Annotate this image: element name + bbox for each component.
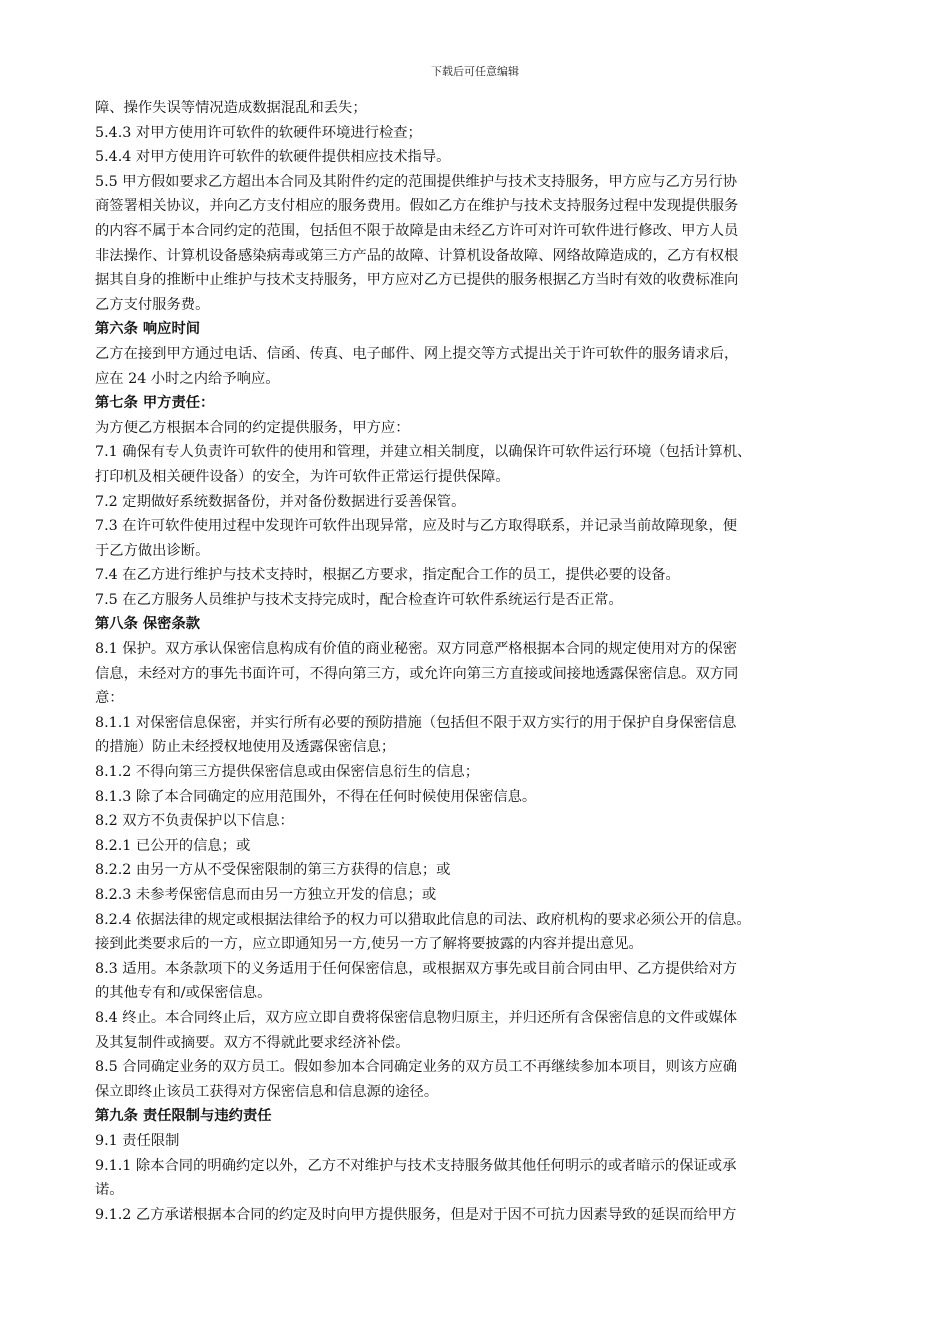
section-heading: 第七条 甲方责任： bbox=[95, 395, 215, 412]
text-line: 据其自身的推断中止维护与技术支持服务，甲方应对乙方已提供的服务根据乙方当时有效的收费标准向 bbox=[95, 272, 739, 289]
text-line: 障、操作失误等情况造成数据混乱和丢失； bbox=[95, 100, 367, 116]
text-line: 8.2.2 由另一方从不受保密限制的第三方获得的信息；或 bbox=[95, 862, 451, 879]
text-line: 8.1 保护。双方承认保密信息构成有价值的商业秘密。双方同意严格根据本合同的规定使用对方的保密 bbox=[95, 641, 738, 658]
text-line: 8.2.3 未参考保密信息而由另一方独立开发的信息；或 bbox=[95, 887, 437, 903]
text-line: 5.4.3 对甲方使用许可软件的软硬件环境进行检查； bbox=[95, 124, 422, 141]
text-line: 9.1.1 除本合同的明确约定以外，乙方不对维护与技术支持服务做其他任何明示的或者暗示的保证或承 bbox=[95, 1157, 737, 1174]
text-line: 8.1.3 除了本合同确定的应用范围外，不得在任何时候使用保密信息。 bbox=[95, 788, 537, 805]
text-line: 8.4 终止。本合同终止后，双方应立即自费将保密信息物归原主，并归还所有含保密信息的文件或媒体 bbox=[95, 1009, 738, 1026]
text-line: 乙方在接到甲方通过电话、信函、传真、电子邮件、网上提交等方式提出关于许可软件的服务请求后， bbox=[95, 345, 739, 362]
text-line: 应在 24 小时之内给予响应。 bbox=[95, 370, 280, 387]
text-line: 8.1.1 对保密信息保密，并实行所有必要的预防措施（包括但不限于双方实行的用于保护自身保密信息 bbox=[95, 714, 737, 731]
text-line: 7.5 在乙方服务人员维护与技术支持完成时，配合检查许可软件系统运行是否正常。 bbox=[95, 591, 623, 608]
section-heading: 第六条 响应时间 bbox=[95, 321, 201, 338]
text-line: 7.3 在许可软件使用过程中发现许可软件出现异常，应及时与乙方取得联系，并记录当前故障现象，便 bbox=[95, 518, 738, 535]
text-line: 诺。 bbox=[95, 1182, 124, 1199]
text-line: 8.2.4 依据法律的规定或根据法律给予的权力可以猎取此信息的司法、政府机构的要求必须公开的信息。 bbox=[95, 911, 751, 928]
text-line: 8.3 适用。本条款项下的义务适用于任何保密信息，或根据双方事先或目前合同由甲、乙方提供给对方 bbox=[95, 960, 738, 977]
text-line: 信息，未经对方的事先书面许可，不得向第三方，或允许向第三方直接或间接地透露保密信息。双方同 bbox=[95, 665, 739, 682]
text-line: 于乙方做出诊断。 bbox=[95, 542, 210, 559]
contract-body bbox=[95, 96, 865, 1227]
text-line: 保立即终止该员工获得对方保密信息和信息源的途径。 bbox=[95, 1083, 439, 1100]
text-line: 5.5 甲方假如要求乙方超出本合同及其附件约定的范围提供维护与技术支持服务，甲方应与乙方另行协 bbox=[95, 173, 738, 190]
text-line: 9.1.2 乙方承诺根据本合同的约定及时向甲方提供服务，但是对于因不可抗力因素导致的延误而给甲方 bbox=[95, 1206, 737, 1223]
text-line: 打印机及相关硬件设备）的安全，为许可软件正常运行提供保障。 bbox=[95, 468, 510, 485]
text-line: 的内容不属于本合同约定的范围，包括但不限于故障是由未经乙方许可对许可软件进行修改、甲方人员 bbox=[95, 222, 739, 239]
text-line: 8.1.2 不得向第三方提供保密信息或由保密信息衍生的信息； bbox=[95, 764, 480, 781]
section-heading: 第八条 保密条款 bbox=[95, 616, 201, 633]
text-line: 7.4 在乙方进行维护与技术支持时，根据乙方要求，指定配合工作的员工，提供必要的设备。 bbox=[95, 567, 680, 584]
page-header: 下载后可任意编辑 bbox=[431, 65, 519, 78]
text-line: 8.5 合同确定业务的双方员工。假如参加本合同确定业务的双方员工不再继续参加本项目，则该方应确 bbox=[95, 1059, 738, 1076]
text-line: 7.2 定期做好系统数据备份，并对备份数据进行妥善保管。 bbox=[95, 493, 466, 510]
text-line: 为方便乙方根据本合同的约定提供服务，甲方应： bbox=[95, 419, 410, 436]
text-line: 商签署相关协议，并向乙方支付相应的服务费用。假如乙方在维护与技术支持服务过程中发现提供服务 bbox=[95, 198, 739, 215]
text-line: 乙方支付服务费。 bbox=[95, 296, 210, 313]
text-line: 的措施）防止未经授权地使用及透露保密信息； bbox=[95, 739, 396, 756]
text-line: 非法操作、计算机设备感染病毒或第三方产品的故障、计算机设备故障、网络故障造成的，乙方有权根 bbox=[95, 247, 739, 264]
text-line: 7.1 确保有专人负责许可软件的使用和管理，并建立相关制度，以确保许可软件运行环境（包括计算机、 bbox=[95, 444, 752, 461]
text-line: 意： bbox=[95, 690, 124, 707]
text-line: 接到此类要求后的一方，应立即通知另一方,使另一方了解将要披露的内容并提出意见。 bbox=[95, 936, 643, 953]
text-line: 8.2 双方不负责保护以下信息： bbox=[95, 813, 294, 830]
text-line: 的其他专有和/或保密信息。 bbox=[95, 985, 272, 1002]
text-line: 9.1 责任限制 bbox=[95, 1132, 180, 1149]
text-line: 8.2.1 已公开的信息；或 bbox=[95, 837, 251, 854]
section-heading: 第九条 责任限制与违约责任 bbox=[95, 1108, 272, 1125]
text-line: 及其复制件或摘要。双方不得就此要求经济补偿。 bbox=[95, 1034, 410, 1051]
text-line: 5.4.4 对甲方使用许可软件的软硬件提供相应技术指导。 bbox=[95, 149, 451, 166]
